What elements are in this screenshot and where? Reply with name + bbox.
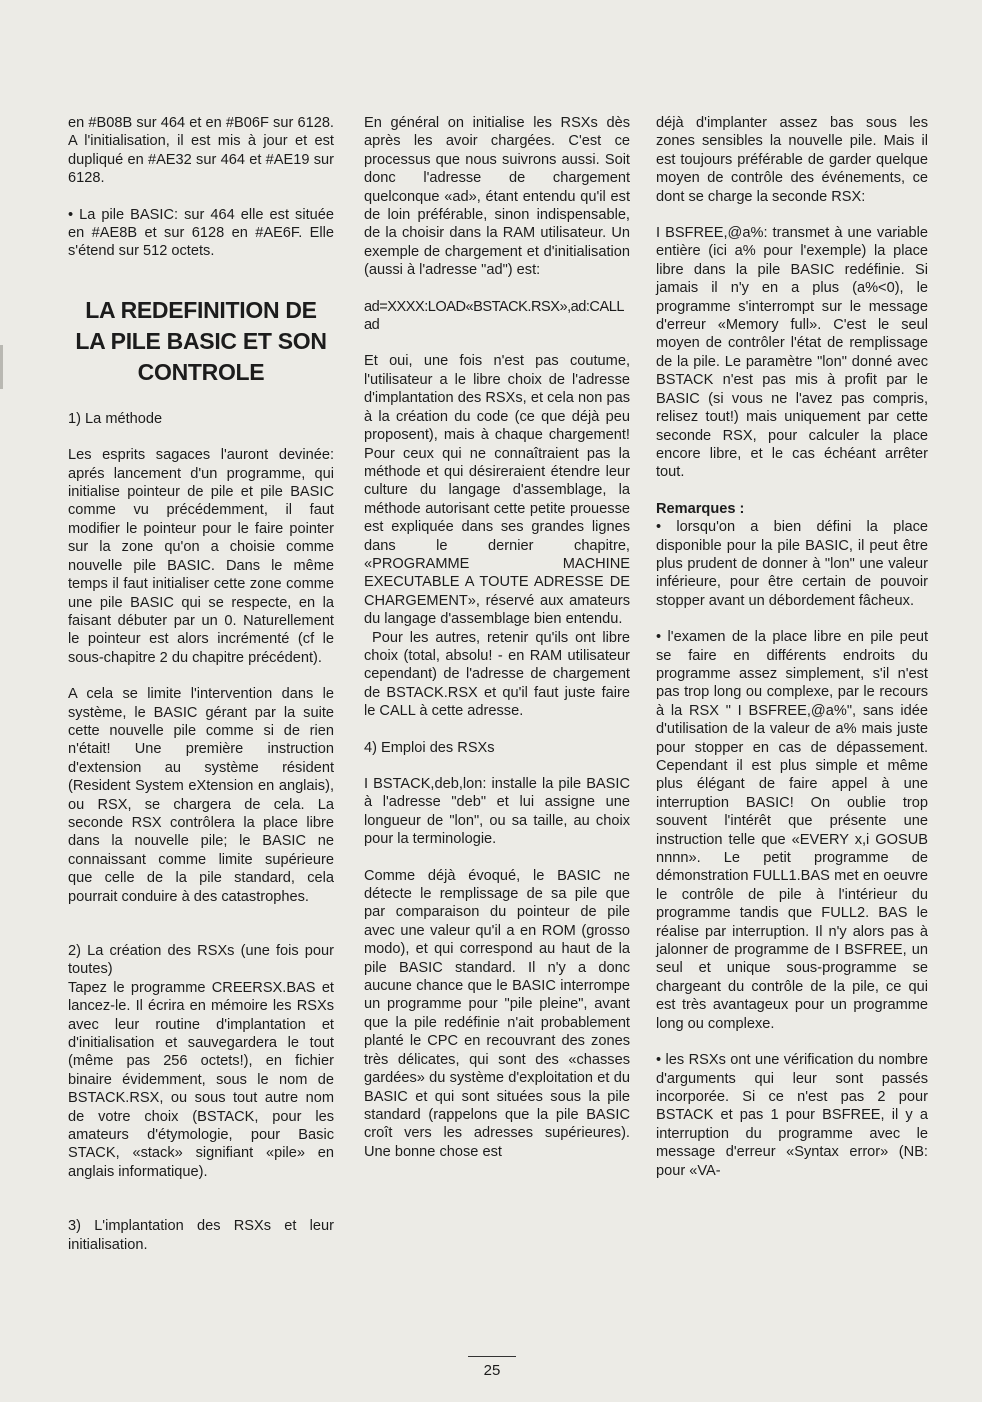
remarks-label: Remarques : (656, 500, 745, 517)
footer-rule (468, 1356, 516, 1357)
paragraph: En général on initialise les RSXs dès après les avoir chargées. C'est ce processus que nous suivrons aussi. Soit donc l'adresse de chargement quelconque «ad», étant entendu qu'il est de loin préférable, sinon indispensable, de la choisir dans la RAM utilisateur. Un exemple de chargement et d'initialisation (aussi à l'adresse "ad") est: (364, 115, 630, 279)
paragraph: A cela se limite l'intervention dans le système, le BASIC gérant par la suite cette nouvelle pile comme si de rien n'était! Une première instruction d'extension au système résident (Resident System eXtension en anglais), ou RSX, se chargera de cela. La seconde RSX contrôlera la place libre dans la nouvelle pile; le BASIC ne connaissant comme limite supérieure que celle de la pile standard, cela pourrait conduire à des catastrophes. (68, 686, 334, 905)
paragraph: I BSFREE,@a%: transmet à une variable entière (ici a% pour l'exemple) la place libre dans la pile BASIC redéfinie. Si jamais il n'y en a plus (a%<0), le programme s'interrompt sur le message d'erreur «Memory full». C'est le seul moyen de contrôler l'état de remplissage de la pile. Le paramètre "lon" donné avec BSTACK n'est pas mis à profit par le BASIC (si vous ne l'avez pas compris, relisez tout!) mais uniquement par cette seconde RSX, pour calculer la place encore libre, et le cas échéant arrêter tout. (656, 225, 928, 481)
paragraph: Comme déjà évoqué, le BASIC ne détecte le remplissage de sa pile que par comparaison du pointeur de pile avec une valeur qu'il a en ROM (grosso modo), et qui correspond au haut de la pile BASIC standard. Il n'y a donc aucune chance que le BASIC interrompe un programme pour "pile pleine", avant que la pile redéfinie n'ait probablement planté le CPC en recouvrant des zones très délicates, qui sont des «chasses gardées» du système d'exploitation et du BASIC et qui sont situées sous la pile standard (rappelons que la pile BASIC croît vers les adresses supérieures). Une bonne chose est (364, 867, 630, 1160)
page-number: 25 (483, 1362, 501, 1379)
section-heading: LA REDEFINITION DE LA PILE BASIC ET SON CONTROLE (75, 296, 327, 385)
column-3 (656, 114, 928, 1198)
column-1 (68, 114, 334, 1272)
subsection-title: 3) L'implantation des RSXs et leur initialisation. (68, 1218, 334, 1253)
subsection-title: 2) La création des RSXs (une fois pour toutes) (68, 943, 334, 978)
margin-mark (0, 345, 3, 389)
paragraph: • les RSXs ont une vérification du nombre d'arguments qui leur sont passés incorporée. Si ce n'est pas 2 pour BSTACK et pas 1 pour BSFREE, il y a interruption du programme avec le message d'erreur «Syntax error» (NB: pour «VA- (656, 1052, 928, 1179)
paragraph: • lorsqu'on a bien défini la place disponible pour la pile BASIC, il peut être plus prudent de donner à "lon" une valeur inférieure, pour être certain de pouvoir stopper avant un débordement fâcheux. (656, 519, 928, 609)
paragraph: Pour les autres, retenir qu'ils ont libre choix (total, absolu! - en RAM utilisateur cependant) de l'adresse de chargement de BSTACK.RSX et qu'il faut juste faire le CALL à cette adresse. (364, 629, 630, 720)
paragraph: Tapez le programme CREERSX.BAS et lancez-le. Il écrira en mémoire les RSXs avec leur routine d'implantation et d'initialisation et sauvegardera le tout (même pas 256 octets!), en fichier binaire évidemment, sous le nom de BSTACK.RSX, ou sous tout autre nom de votre choix (BSTACK, pour les amateurs d'étymologie, pour Basic STACK, «stack» signifiant «pile» en anglais informatique). (68, 979, 334, 1180)
paragraph: • l'examen de la place libre en pile peut se faire en différents endroits du programme assez simplement, s'il n'est pas trop long ou complexe, par le recours à la RSX " I BSFREE,@a%", sans idée d'utilisation de la valeur de a% mais juste pour stopper en cas de dépassement. Cependant il est plus simple et même plus élégant de faire appel à une interruption BASIC! On oublie trop souvent l'intérêt que présente une instruction telle que «EVERY x,i GOSUB nnnn». Le petit programme de démonstration FULL1.BAS met en oeuvre le contrôle de pile à l'intérieur du programme tandis que FULL2. BAS le réalise par interruption. Il n'y alors pas à jalonner de programme de I BSFREE, un seul et unique sous-programme se chargeant du contrôle de la pile, ce qui est très avantageux pour un programme long ou complexe. (656, 629, 928, 1032)
paragraph: I BSTACK,deb,lon: installe la pile BASIC à l'adresse "deb" et lui assigne une longueur de "lon", ou sa taille, au choix pour la terminologie. (364, 776, 630, 848)
paragraph: en #B08B sur 464 et en #B06F sur 6128. A l'initialisation, il est mis à jour et est dupliqué en #AE32 sur 464 et #AE19 sur 6128. (68, 115, 334, 187)
column-2 (364, 114, 630, 1179)
paragraph: Les esprits sagaces l'auront devinée: aprés lancement d'un programme, qui initialise pointeur de pile et pile BASIC comme vu précédemment, il faut modifier le pointeur pour le faire pointer sur la zone qu'on a choisie comme nouvelle pile BASIC. Dans le même temps il faut initialiser cette zone comme une pile BASIC qui se respecte, en la faisant débuter par un 0. Naturellement le pointeur est alors incrémenté (cf le sous-chapitre 2 du chapitre précédent). (68, 447, 334, 666)
subsection-title: 1) La méthode (68, 410, 163, 427)
code-line: ad=XXXX:LOAD«BSTACK.RSX»,ad:CALL ad (364, 298, 624, 334)
paragraph: Et oui, une fois n'est pas coutume, l'utilisateur a le libre choix de l'adresse d'implantation des RSXs, et cela non pas à la création du code (ce que déjà peu proposent), mais à chaque chargement! Pour ceux qui ne connaîtraient pas la méthode et qui désireraient étendre leur culture du langage d'assemblage, la méthode autorisant cette petite prouesse est expliquée dans ses grandes lignes dans le dernier chapitre, «PROGRAMME MACHINE EXECUTABLE A TOUTE ADRESSE DE CHARGEMENT», réservé aux amateurs du langage d'assemblage bien entendu. (364, 353, 630, 628)
paragraph: déjà d'implanter assez bas sous les zones sensibles la nouvelle pile. Mais il est toujours préférable de garder quelque moyen de contrôle des événements, ce dont se charge la seconde RSX: (656, 115, 928, 205)
paragraph: • La pile BASIC: sur 464 elle est située en #AE8B et sur 6128 en #AE6F. Elle s'étend sur 512 octets. (68, 206, 334, 260)
subsection-title: 4) Emploi des RSXs (364, 739, 495, 756)
